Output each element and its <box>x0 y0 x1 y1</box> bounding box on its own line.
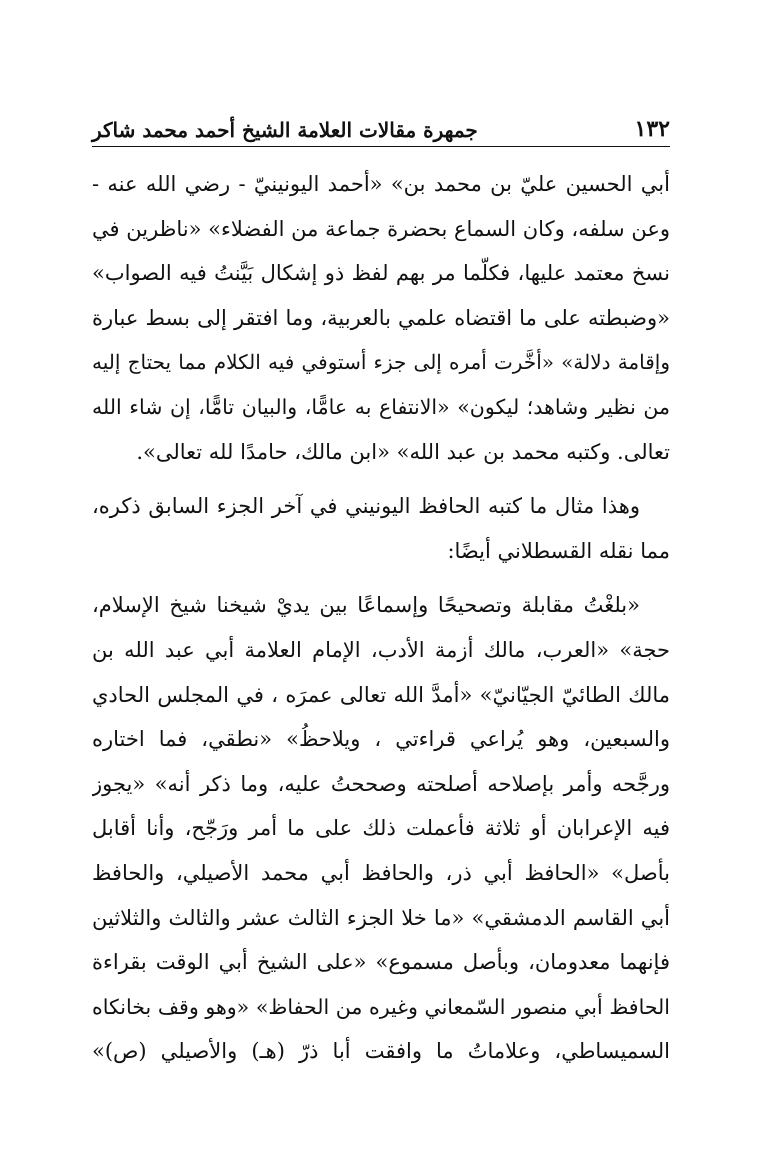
text-line: والسبعين، وهو يُراعي قراءتي ، ويلاحظُ» «نطقي، فما اختاره <box>92 727 670 752</box>
text-line: بأصل» «الحافظ أبي ذر، والحافظ أبي محمد الأصيلي، والحافظ <box>92 860 670 885</box>
paragraph-1 <box>92 162 670 474</box>
text-line: وإقامة دلالة» «أخَّرت أمره إلى جزء أستوفي فيه الكلام مما يحتاج إليه <box>92 350 670 375</box>
text-line: وعن سلفه، وكان السماع بحضرة جماعة من الفضلاء» «ناظرين في <box>92 216 670 241</box>
page-number: ١٣٢ <box>634 116 670 142</box>
text-line: ورجَّحه وأمر بإصلاحه أصلحته وصححتُ عليه، وما ذكر أنه» «يجوز <box>92 771 670 796</box>
text-line: نسخ معتمد عليها، فكلّما مر بهم لفظ ذو إشكال بَيَّنتُ فيه الصواب» <box>92 261 670 286</box>
page-header <box>92 108 670 142</box>
text-line: وهذا مثال ما كتبه الحافظ اليونيني في آخر الجزء السابق ذكره، <box>92 494 640 519</box>
running-title: جمهرة مقالات العلامة الشيخ أحمد محمد شاكر <box>92 118 478 142</box>
text-line: أبي القاسم الدمشقي» «ما خلا الجزء الثالث عشر والثالث والثلاثين <box>92 905 670 930</box>
header-rule <box>92 146 670 147</box>
paragraph-3-quote <box>92 583 670 1074</box>
text-line: الحافظ أبي منصور السّمعاني وغيره من الحفاظ» «وهو وقف بخانكاه <box>92 994 670 1019</box>
paragraph-2 <box>92 484 670 573</box>
text-line: أبي الحسين عليّ بن محمد بن» «أحمد اليونينيّ - رضي الله عنه - <box>92 172 670 196</box>
text-line: حجة» «العرب، مالك أزمة الأدب، الإمام العلامة أبي عبد الله بن <box>92 637 670 662</box>
text-line: فإنهما معدومان، وبأصل مسموع» «على الشيخ أبي الوقت بقراءة <box>92 950 670 975</box>
text-line: مالك الطائيّ الجيّانيّ» «أمدَّ الله تعالى عمرَه ، في المجلس الحادي <box>92 682 670 707</box>
page-body <box>92 162 670 1074</box>
text-line: فيه الإعرابان أو ثلاثة فأعملت ذلك على ما أمر ورَجّح، وأنا أقابل <box>92 816 670 841</box>
text-line: مما نقله القسطلاني أيضًا: <box>447 538 670 563</box>
text-line: تعالى. وكتبه محمد بن عبد الله» «ابن مالك، حامدًا لله تعالى». <box>136 439 670 464</box>
text-line: «بلغْتُ مقابلة وتصحيحًا وإسماعًا بين يديْ شيخنا شيخ الإسلام، <box>92 593 640 618</box>
text-line: السميساطي، وعلاماتُ ما وافقت أبا ذرّ (هـ) والأصيلي (ص)» <box>92 1039 670 1064</box>
text-line: من نظير وشاهد؛ ليكون» «الانتفاع به عامًّا، والبيان تامًّا، إن شاء الله <box>92 394 670 419</box>
text-line: «وضبطته على ما اقتضاه علمي بالعربية، وما افتقر إلى بسط عبارة <box>92 305 670 330</box>
